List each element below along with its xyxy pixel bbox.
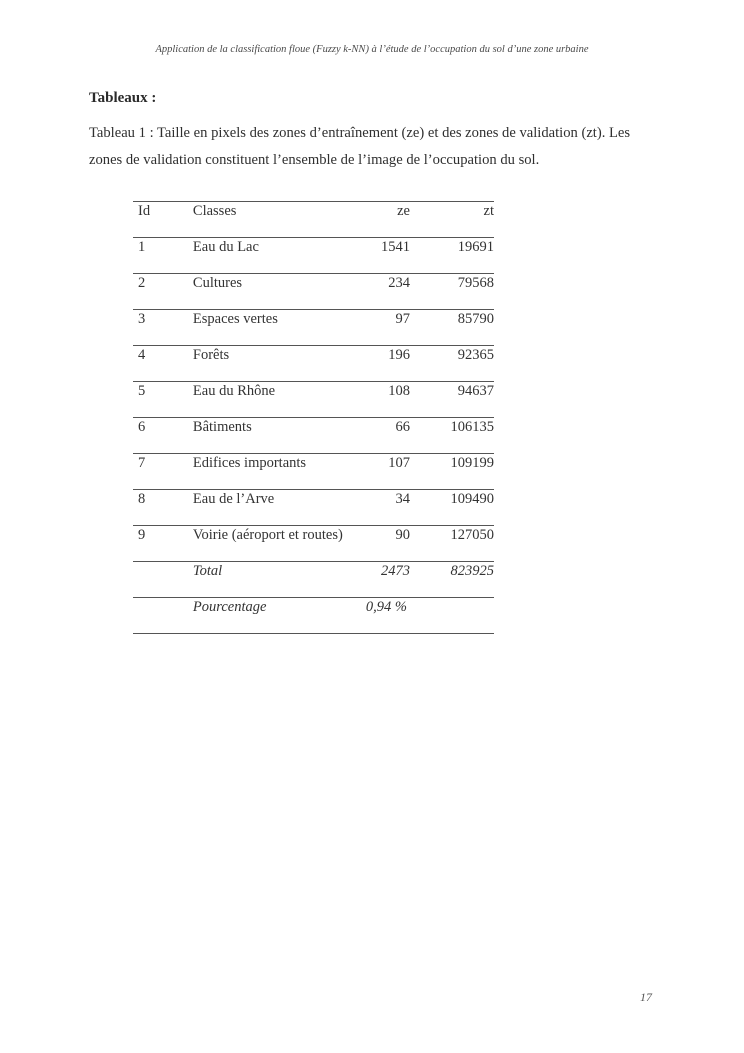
cell-id: 5 bbox=[133, 382, 193, 418]
pixel-size-table bbox=[133, 201, 494, 634]
table-row bbox=[133, 454, 494, 490]
table-row bbox=[133, 238, 494, 274]
cell-class: Voirie (aéroport et routes) bbox=[193, 526, 361, 562]
cell-ze: 90 bbox=[361, 526, 410, 562]
cell-id: 8 bbox=[133, 490, 193, 526]
cell-zt: 109199 bbox=[410, 454, 494, 490]
cell-id: 7 bbox=[133, 454, 193, 490]
cell-zt: 85790 bbox=[410, 310, 494, 346]
cell-zt: 19691 bbox=[410, 238, 494, 274]
cell-class: Forêts bbox=[193, 346, 361, 382]
header-zt: zt bbox=[410, 202, 494, 238]
cell-zt: 127050 bbox=[410, 526, 494, 562]
cell-class: Bâtiments bbox=[193, 418, 361, 454]
cell-class: Eau de l’Arve bbox=[193, 490, 361, 526]
table-header-row bbox=[133, 202, 494, 238]
cell-class: Eau du Lac bbox=[193, 238, 361, 274]
cell-zt: 106135 bbox=[410, 418, 494, 454]
header-id: Id bbox=[133, 202, 193, 238]
total-zt: 823925 bbox=[410, 562, 494, 598]
cell-ze: 107 bbox=[361, 454, 410, 490]
cell-ze: 234 bbox=[361, 274, 410, 310]
cell-id: 2 bbox=[133, 274, 193, 310]
table-row bbox=[133, 526, 494, 562]
header-ze: ze bbox=[361, 202, 410, 238]
cell-id: 6 bbox=[133, 418, 193, 454]
percentage-ze: 0,94 % bbox=[361, 598, 410, 634]
cell-ze: 97 bbox=[361, 310, 410, 346]
cell-zt: 79568 bbox=[410, 274, 494, 310]
total-label: Total bbox=[193, 562, 361, 598]
cell-zt: 109490 bbox=[410, 490, 494, 526]
table-row bbox=[133, 274, 494, 310]
cell-id: 4 bbox=[133, 346, 193, 382]
running-header: Application de la classification floue (Fuzzy k-NN) à l’étude de l’occupation du sol d’une zone urbaine bbox=[155, 44, 589, 55]
table-caption: Tableau 1 : Taille en pixels des zones d’entraînement (ze) et des zones de validation (zt). Les zones de validation constituent l’ensemble de l’image de l’occupation du sol. bbox=[89, 125, 631, 168]
section-heading: Tableaux : bbox=[89, 90, 157, 106]
percentage-row bbox=[133, 598, 494, 634]
cell-class: Cultures bbox=[193, 274, 361, 310]
cell-ze: 196 bbox=[361, 346, 410, 382]
cell-class: Espaces vertes bbox=[193, 310, 361, 346]
cell-id: 1 bbox=[133, 238, 193, 274]
cell-zt: 94637 bbox=[410, 382, 494, 418]
cell-zt: 92365 bbox=[410, 346, 494, 382]
cell-id: 9 bbox=[133, 526, 193, 562]
table-row bbox=[133, 418, 494, 454]
cell-class: Eau du Rhône bbox=[193, 382, 361, 418]
percentage-zt-empty bbox=[410, 598, 494, 634]
cell-ze: 1541 bbox=[361, 238, 410, 274]
page-number: 17 bbox=[640, 990, 652, 1004]
table-row bbox=[133, 490, 494, 526]
cell-class: Edifices importants bbox=[193, 454, 361, 490]
cell-id-empty bbox=[133, 562, 193, 598]
header-classes: Classes bbox=[193, 202, 361, 238]
table-row bbox=[133, 310, 494, 346]
table-row bbox=[133, 382, 494, 418]
cell-id-empty bbox=[133, 598, 193, 634]
total-row bbox=[133, 562, 494, 598]
table-row bbox=[133, 346, 494, 382]
cell-ze: 108 bbox=[361, 382, 410, 418]
cell-ze: 66 bbox=[361, 418, 410, 454]
total-ze: 2473 bbox=[361, 562, 410, 598]
cell-ze: 34 bbox=[361, 490, 410, 526]
cell-id: 3 bbox=[133, 310, 193, 346]
percentage-label: Pourcentage bbox=[193, 598, 361, 634]
